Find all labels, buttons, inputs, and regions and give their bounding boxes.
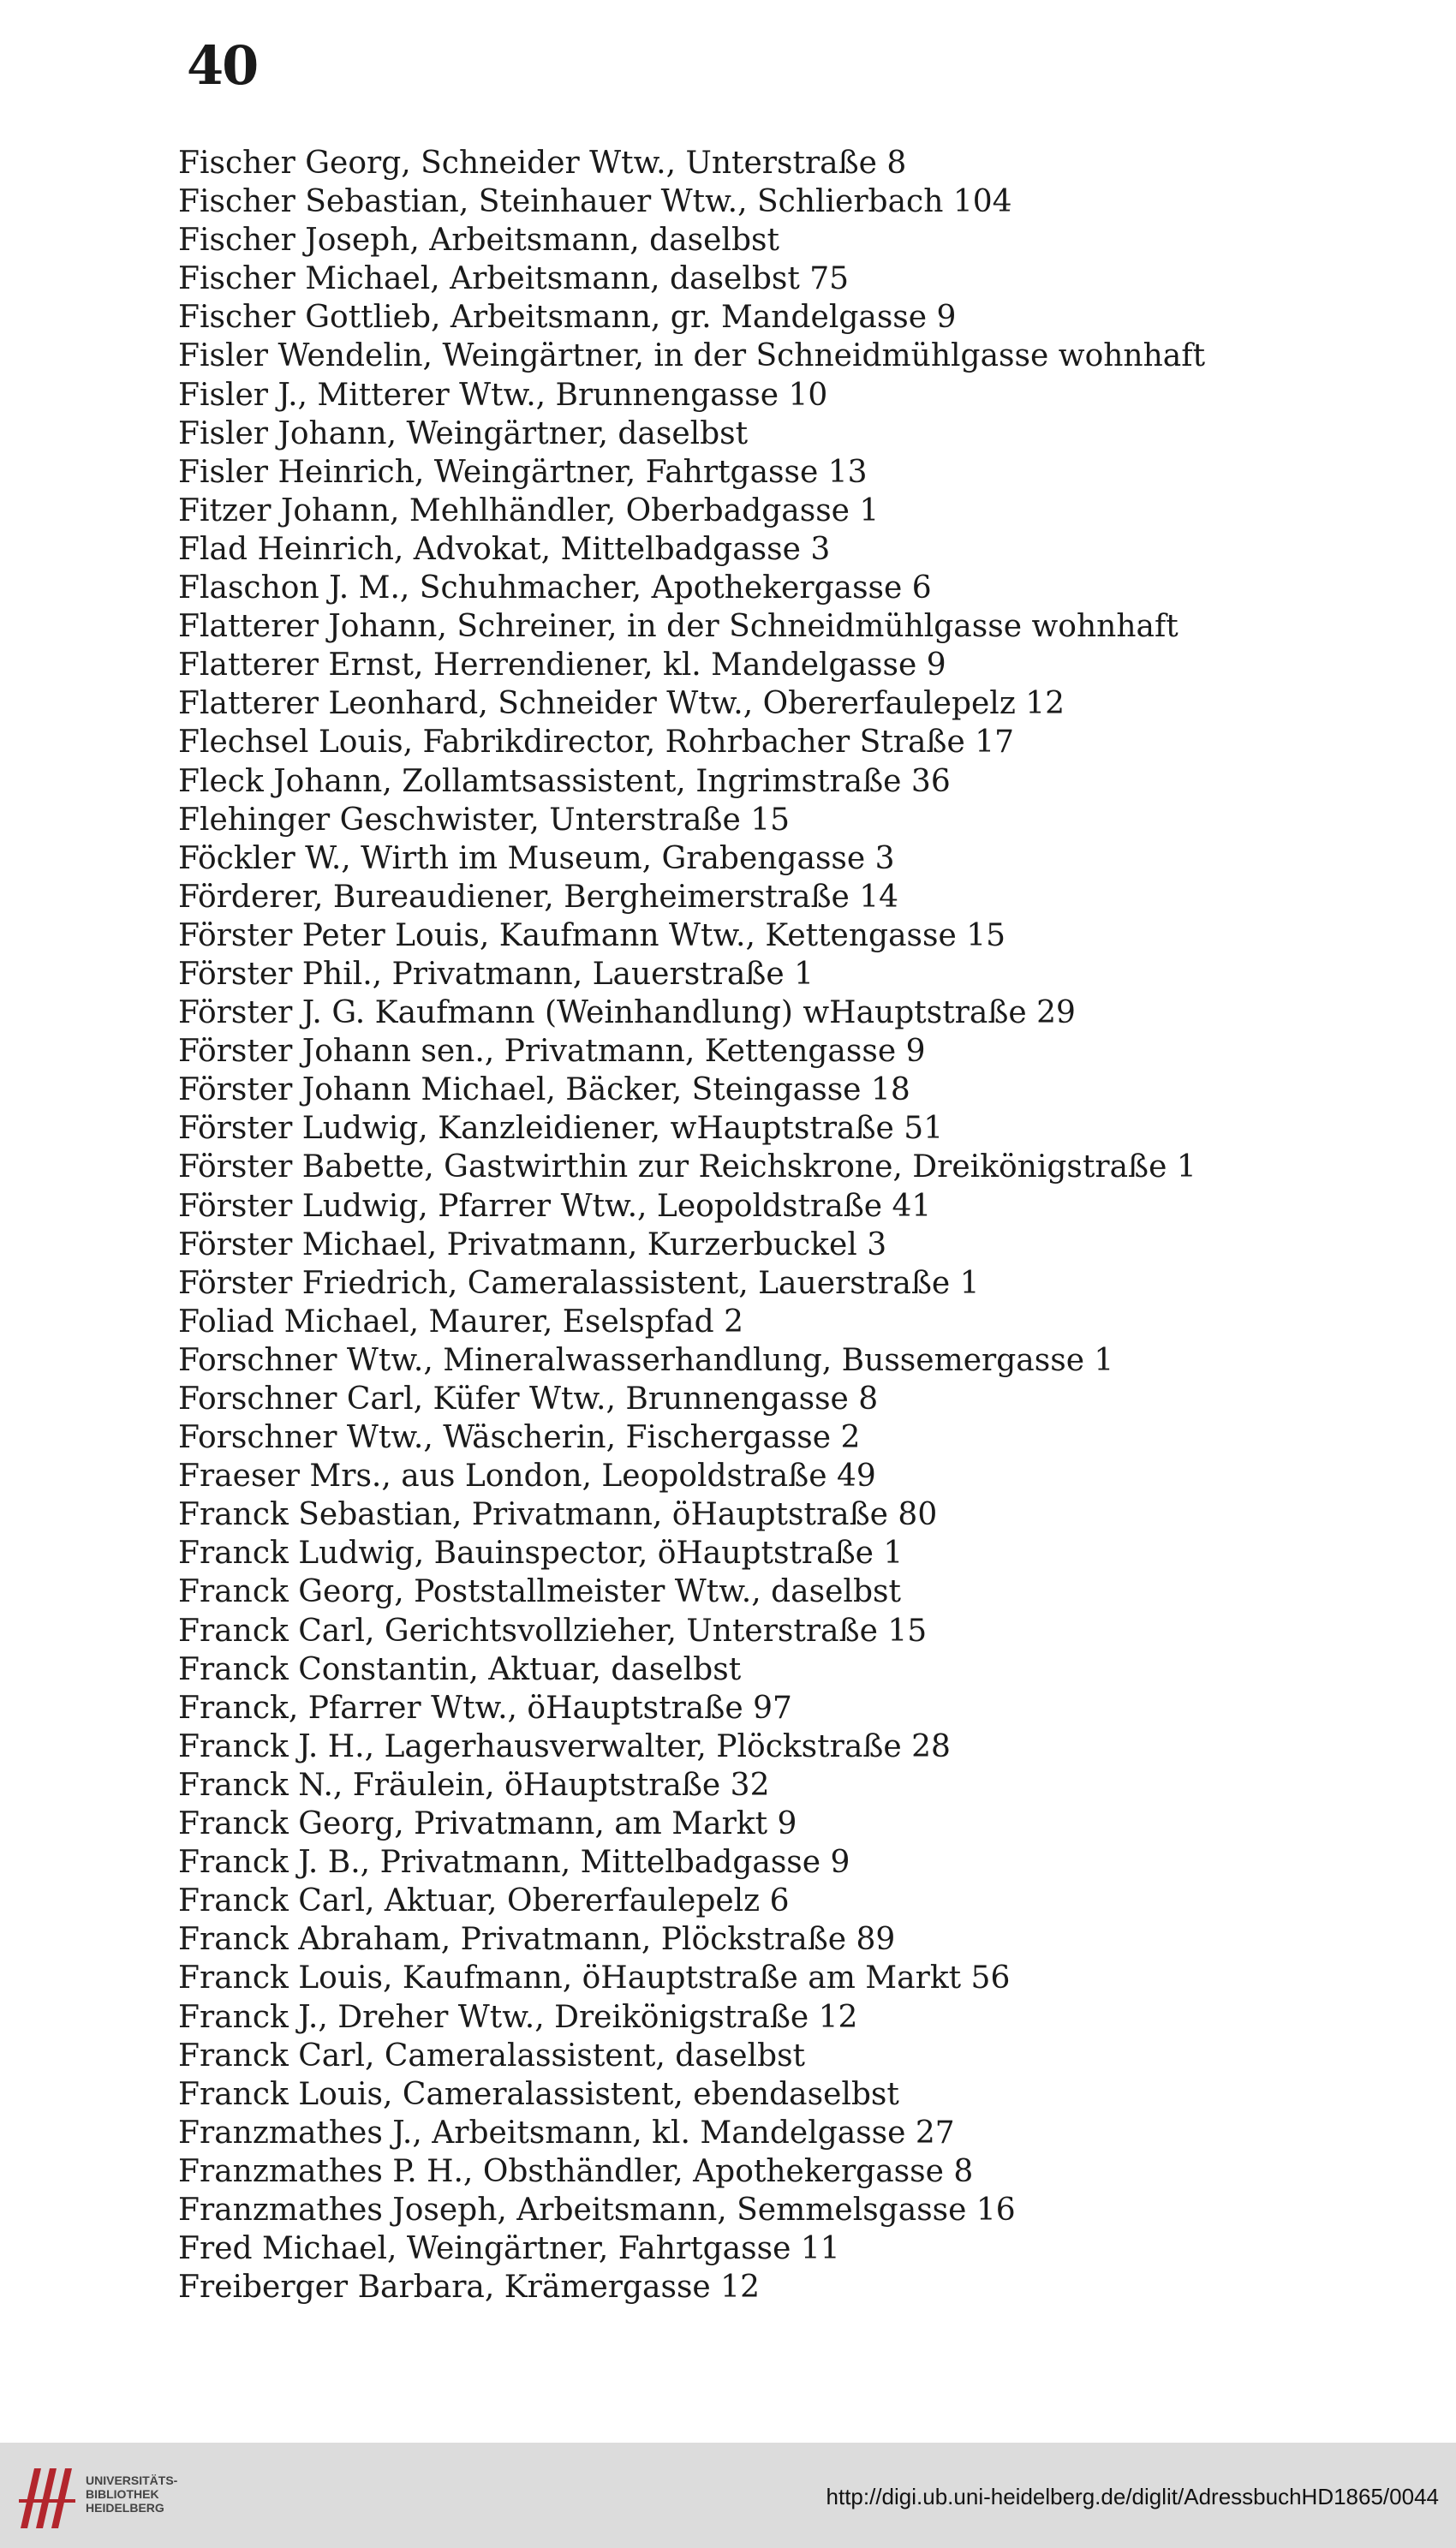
directory-entry: Fisler Johann, Weingärtner, daselbst [178,415,749,451]
directory-entry: Franck, Pfarrer Wtw., öHauptstraße 97 [178,1690,792,1726]
directory-entry: Franck Louis, Kaufmann, öHauptstraße am Markt 56 [178,1960,1011,1996]
directory-entry: Franck J., Dreher Wtw., Dreikönigstraße 12 [178,1999,858,2035]
logo-line: UNIVERSITÄTS- [86,2473,178,2487]
directory-entry: Franck Constantin, Aktuar, daselbst [178,1651,742,1687]
library-logo-text [86,2473,177,2515]
directory-entry: Fischer Georg, Schneider Wtw., Unterstraße 8 [178,146,907,181]
directory-entry: Flatterer Ernst, Herrendiener, kl. Mandelgasse 9 [178,647,946,683]
directory-entry: Förster J. G. Kaufmann (Weinhandlung) wHauptstraße 29 [178,995,1076,1031]
directory-entry: Fisler J., Mitterer Wtw., Brunnengasse 10 [178,377,828,413]
directory-entry: Flechsel Louis, Fabrikdirector, Rohrbacher Straße 17 [178,725,1015,761]
directory-entry: Franzmathes P. H., Obsthändler, Apothekergasse 8 [178,2153,974,2189]
directory-entry: Franck Sebastian, Privatmann, öHauptstraße 80 [178,1497,938,1533]
directory-entry: Forschner Carl, Küfer Wtw., Brunnengasse 8 [178,1381,879,1417]
directory-entry: Fisler Heinrich, Weingärtner, Fahrtgasse 13 [178,454,868,490]
directory-entry: Franck J. B., Privatmann, Mittelbadgasse 9 [178,1845,850,1881]
directory-entry: Freiberger Barbara, Krämergasse 12 [178,2270,760,2306]
directory-entry: Franck Georg, Privatmann, am Markt 9 [178,1806,797,1842]
directory-entry: Förderer, Bureaudiener, Bergheimerstraße 14 [178,879,899,915]
directory-entry: Förster Johann Michael, Bäcker, Steingasse 18 [178,1072,910,1108]
directory-entry: Fischer Michael, Arbeitsmann, daselbst 75 [178,261,850,297]
directory-entry: Franck Louis, Cameralassistent, ebendaselbst [178,2076,899,2112]
directory-entry: Franck Georg, Poststallmeister Wtw., daselbst [178,1574,901,1610]
footer-bar [0,2443,1456,2548]
directory-entry: Fischer Sebastian, Steinhauer Wtw., Schlierbach 104 [178,184,1012,220]
directory-entry: Förster Babette, Gastwirthin zur Reichskrone, Dreikönigstraße 1 [178,1149,1196,1185]
directory-entry: Föckler W., Wirth im Museum, Grabengasse 3 [178,840,895,876]
directory-entry: Foliad Michael, Maurer, Eselspfad 2 [178,1304,743,1340]
directory-entry: Fisler Wendelin, Weingärtner, in der Schneidmühlgasse wohnhaft [178,338,1206,374]
directory-entry: Fraeser Mrs., aus London, Leopoldstraße 49 [178,1459,876,1495]
directory-entry: Franzmathes J., Arbeitsmann, kl. Mandelgasse 27 [178,2115,955,2151]
source-url[interactable]: http://digi.ub.uni-heidelberg.de/diglit/AdressbuchHD1865/0044 [826,2484,1439,2509]
directory-entry: Flatterer Johann, Schreiner, in der Schneidmühlgasse wohnhaft [178,609,1179,645]
directory-entry: Franzmathes Joseph, Arbeitsmann, Semmelsgasse 16 [178,2192,1016,2228]
directory-entry: Flaschon J. M., Schuhmacher, Apothekergasse 6 [178,570,932,606]
directory-entry: Flatterer Leonhard, Schneider Wtw., Obererfaulepelz 12 [178,686,1065,722]
directory-entry: Franck Carl, Aktuar, Obererfaulepelz 6 [178,1883,790,1919]
directory-entry: Förster Peter Louis, Kaufmann Wtw., Kettengasse 15 [178,917,1006,953]
directory-entry: Franck Abraham, Privatmann, Plöckstraße 89 [178,1922,896,1958]
directory-entry: Fred Michael, Weingärtner, Fahrtgasse 11 [178,2231,840,2267]
directory-entry: Förster Phil., Privatmann, Lauerstraße 1 [178,956,815,992]
directory-entry: Fitzer Johann, Mehlhändler, Oberbadgasse 1 [178,492,880,528]
logo-line: HEIDELBERG [86,2501,164,2515]
page-number: 40 [187,34,258,97]
directory-entry: Franck Ludwig, Bauinspector, öHauptstraße 1 [178,1536,904,1572]
directory-entry: Flehinger Geschwister, Unterstraße 15 [178,802,791,838]
directory-entry: Förster Ludwig, Pfarrer Wtw., Leopoldstraße 41 [178,1188,932,1224]
logo-line: BIBLIOTHEK [86,2487,159,2501]
directory-entry: Franck Carl, Cameralassistent, daselbst [178,2038,806,2074]
directory-entry: Fischer Joseph, Arbeitsmann, daselbst [178,223,779,259]
directory-entry: Förster Ludwig, Kanzleidiener, wHauptstraße 51 [178,1111,944,1147]
directory-entry: Franck Carl, Gerichtsvollzieher, Unterstraße 15 [178,1613,928,1649]
directory-entry: Förster Johann sen., Privatmann, Kettengasse 9 [178,1034,926,1070]
directory-entry: Förster Michael, Privatmann, Kurzerbuckel 3 [178,1226,887,1262]
directory-entry: Forschner Wtw., Mineralwasserhandlung, Bussemergasse 1 [178,1342,1114,1378]
directory-entry: Franck N., Fräulein, öHauptstraße 32 [178,1767,770,1803]
university-seal-icon [15,2461,81,2532]
directory-entries [178,144,1377,2306]
directory-entry: Flad Heinrich, Advokat, Mittelbadgasse 3 [178,531,831,567]
directory-entry: Franck J. H., Lagerhausverwalter, Plöckstraße 28 [178,1728,951,1764]
directory-entry: Forschner Wtw., Wäscherin, Fischergasse 2 [178,1420,861,1456]
directory-entry: Fleck Johann, Zollamtsassistent, Ingrimstraße 36 [178,763,951,799]
directory-entry: Fischer Gottlieb, Arbeitsmann, gr. Mandelgasse 9 [178,300,957,336]
directory-entry: Förster Friedrich, Cameralassistent, Lauerstraße 1 [178,1265,980,1301]
